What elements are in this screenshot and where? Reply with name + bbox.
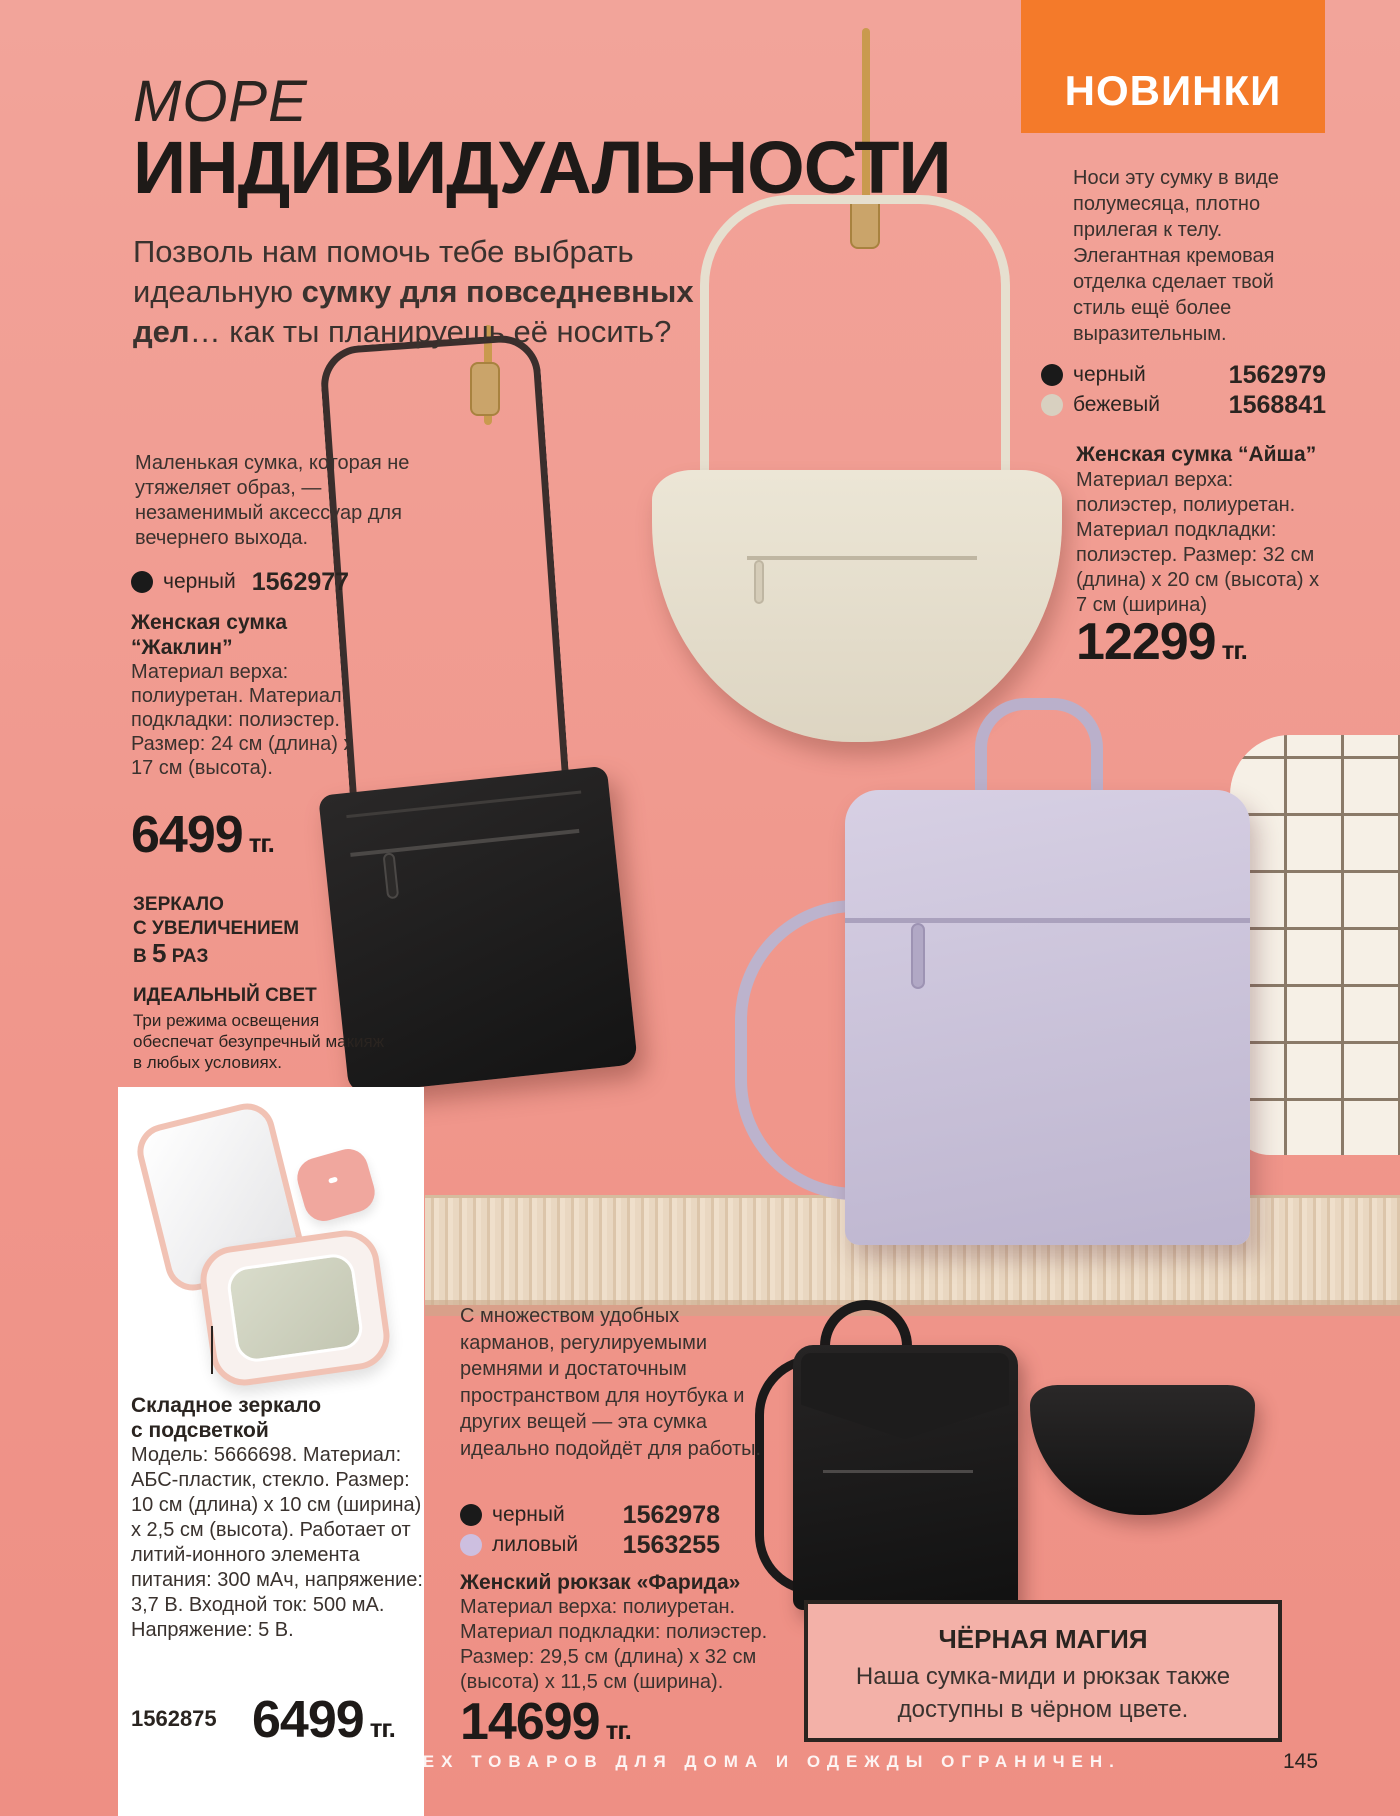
promo-box <box>804 1600 1282 1742</box>
mirror-base-image[interactable] <box>196 1226 394 1390</box>
promo-title: ЧЁРНАЯ МАГИЯ <box>938 1624 1148 1654</box>
mirror-price: 6499 тг. <box>252 1691 395 1749</box>
lilac-backpack-strap <box>735 900 855 1200</box>
page-number: 145 <box>1283 1750 1319 1773</box>
color-swatch <box>1041 364 1063 386</box>
promo-text: Наша сумка-миди и рюкзак также доступны в чёрном цвете. <box>855 1663 1231 1723</box>
farida-color-lilac[interactable]: лиловый 1563255 <box>460 1530 720 1560</box>
product-code: 1562977 <box>251 567 350 596</box>
cream-halfmoon-bag-image[interactable] <box>652 470 1062 742</box>
aisha-spec: Материал верха: полиэстер, полиуретан. Материал подкладки: полиэстер. Размер: 32 см (длина) х 20 см (высота) х 7 см (ширина) <box>1076 469 1320 616</box>
color-swatch <box>460 1534 482 1556</box>
color-swatch <box>1041 394 1063 416</box>
mirror-headline: ЗЕРКАЛО С УВЕЛИЧЕНИЕМ В 5 РАЗ <box>133 894 300 968</box>
mirror-feature-text: Три режима освещения обеспечат безупречный макияж в любых условиях. <box>133 1011 385 1072</box>
color-swatch <box>460 1504 482 1526</box>
mirror-feature-title: ИДЕАЛЬНЫЙ СВЕТ <box>133 985 317 1006</box>
jacqueline-spec: Материал верха: полиуретан. Материал подкладки: полиэстер. Размер: 24 см (длина) х 17 см (высота). <box>131 661 354 779</box>
aisha-color-black[interactable]: черный 1562979 <box>1041 360 1326 390</box>
stock-notice: ЗАПАС ВСЕХ ТОВАРОВ ДЛЯ ДОМА И ОДЕЖДЫ ОГРАНИЧЕН. <box>279 1752 1121 1771</box>
page-title: ИНДИВИДУАЛЬНОСТИ <box>133 126 951 209</box>
farida-spec: Материал верха: полиуретан. Материал подкладки: полиэстер. Размер: 29,5 см (длина) х 32 см (высота) х 11,5 см (ширина). <box>460 1596 768 1693</box>
aisha-name: Женская сумка “Айша” <box>1076 443 1317 466</box>
aisha-price: 12299 тг. <box>1076 613 1247 671</box>
black-hobo-bag-image[interactable] <box>1030 1385 1255 1515</box>
jacqueline-color-black[interactable]: черный 1562977 <box>131 567 349 597</box>
farida-name: Женский рюкзак «Фарида» <box>460 1571 741 1594</box>
aisha-description: Носи эту сумку в виде полумесяца, плотно прилегая к телу. Элегантная кремовая отделка сделает твой стиль ещё более выразительным. <box>1073 167 1279 345</box>
mirror-code: 1562875 <box>131 1706 217 1731</box>
product-code: 1562979 <box>1228 360 1326 389</box>
black-backpack-image[interactable] <box>793 1345 1018 1610</box>
new-badge <box>1021 0 1325 133</box>
jacqueline-price: 6499 тг. <box>131 806 274 864</box>
jacqueline-description: Маленькая сумка, которая не утяжеляет образ, — незаменимый аксессуар для вечернего выхода. <box>135 452 410 549</box>
title-small: МОРЕ <box>133 69 308 134</box>
farida-price: 14699 тг. <box>460 1693 631 1751</box>
mirror-name: Складное зеркало с подсветкой <box>131 1394 322 1442</box>
pointer-line <box>211 1326 213 1374</box>
aisha-color-beige[interactable]: бежевый 1568841 <box>1041 390 1326 420</box>
new-badge-label: НОВИНКИ <box>1064 67 1282 114</box>
product-code: 1568841 <box>1228 390 1326 419</box>
product-code: 1563255 <box>622 1530 720 1559</box>
mirror-spec: Модель: 5666698. Материал: АБС-пластик, стекло. Размер: 10 см (длина) х 10 см (ширина) х 2,5 см (высота). Работает от литий-ионного элемента питания: 300 мАч, напряжение: 3,7 В. Входной ток: 500 мА. Напряжение: 5 В. <box>131 1444 423 1641</box>
checked-pillow <box>1230 735 1400 1155</box>
lilac-backpack-image[interactable] <box>845 790 1250 1245</box>
product-code: 1562978 <box>622 1500 720 1529</box>
jacqueline-name: Женская сумка “Жаклин” <box>131 611 288 659</box>
lead-paragraph: Позволь нам помочь тебе выбрать идеальную сумку для повседневных дел… как ты планируешь её носить? <box>133 234 694 349</box>
color-swatch <box>131 571 153 593</box>
farida-description: С множеством удобных карманов, регулируемыми ремнями и достаточным пространством для ноутбука и других вещей — эта сумка идеально подойдёт для работы. <box>460 1305 762 1460</box>
farida-color-black[interactable]: черный 1562978 <box>460 1500 720 1530</box>
